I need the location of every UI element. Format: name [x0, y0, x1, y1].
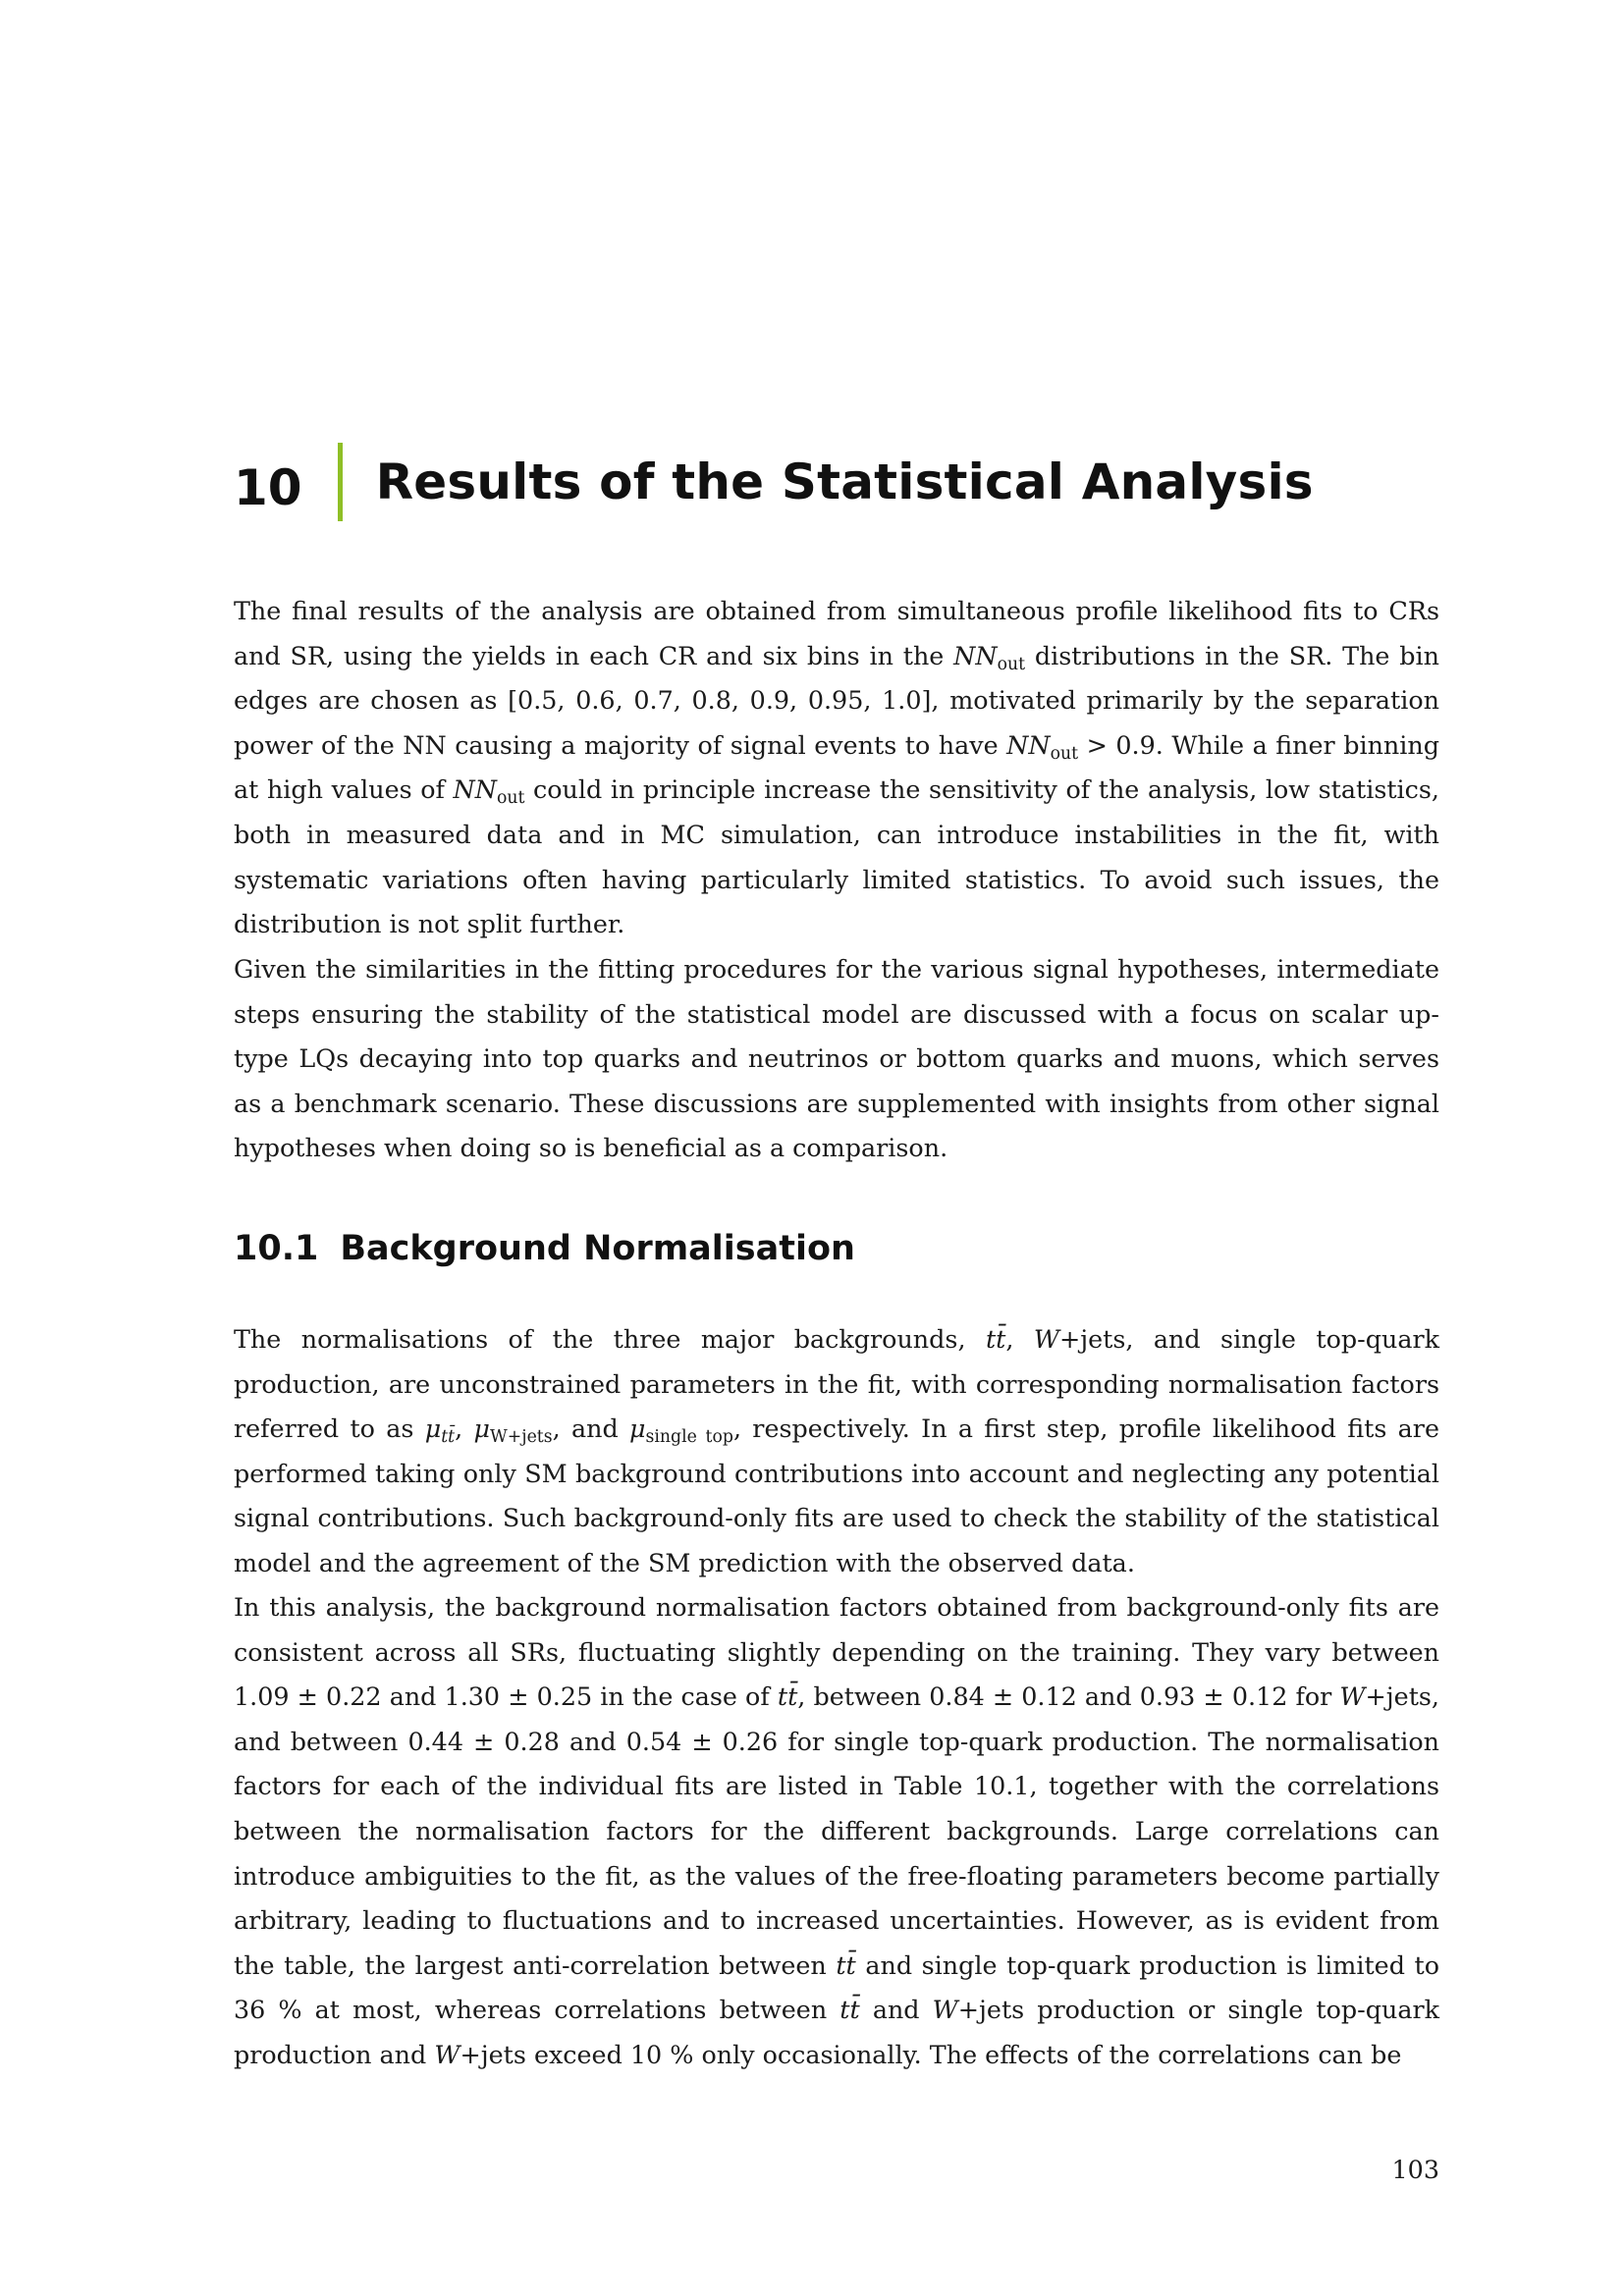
math-subscript: out [496, 788, 525, 809]
text-run: +jets production or single top-quark production and [234, 1995, 1439, 2069]
text-run: , [1005, 1324, 1034, 1354]
chapter-number: 10 [234, 459, 302, 516]
text-run: The normalisations of the three major backgrounds, [234, 1324, 986, 1354]
math-subscript: W+jets [490, 1427, 553, 1448]
text-run: The final results of the analysis are obtained from simultaneous profile likelihood fits to CRs and SR, using the yields in each CR and six bins in the [234, 596, 1439, 670]
section-title: Background Normalisation [340, 1229, 855, 1268]
math-ttbar: tt̄ [836, 1949, 856, 1980]
text-run: > 0.9. While a finer binning at high values of [234, 729, 1440, 805]
page-number: 103 [1391, 2155, 1439, 2184]
text-run: could in principle increase the sensitivity of the analysis, low statistics, both in measured data and in MC simulation, can introduce instabilities in the fit, with systematic variations often having particularly limited statistics. To avoid such issues, the distribution is not split further. [234, 774, 1439, 939]
math-mu: μ [424, 1414, 442, 1444]
document-page [234, 0, 1439, 2296]
math-w: W [434, 2039, 460, 2069]
text-run: , between 0.84 ± 0.12 and 0.93 ± 0.12 for [797, 1682, 1340, 1712]
text-run: +jets, and single top-quark production, are unconstrained parameters in the fit, with corresponding normalisation factors referred to as [234, 1324, 1439, 1444]
math-ttbar: tt̄ [777, 1682, 798, 1712]
text-run: distributions in the SR. The bin edges are chosen as [0.5, 0.6, 0.7, 0.8, 0.9, 0.95, 1.0], motivated primarily by the separation power of the NN causing a majority of signal events to have [234, 640, 1439, 760]
paragraph-intro [234, 589, 1439, 947]
math-nn: NN [1006, 729, 1051, 760]
text-run: , respectively. In a first step, profile likelihood fits are performed taking only SM background contributions into account and neglecting any potential signal contributions. Such background-only fits are used to check the stability of the statistical model and the agreement of the SM prediction with the observed data. [234, 1414, 1439, 1577]
math-subscript: tt̄ [441, 1427, 456, 1448]
math-mu: μ [473, 1414, 490, 1444]
section-heading [234, 1229, 855, 1268]
paragraph-results [234, 1585, 1439, 2078]
math-ttbar: tt̄ [985, 1324, 1006, 1354]
text-run: and [859, 1995, 933, 2025]
paragraph-benchmark: Given the similarities in the fitting procedures for the various signal hypotheses, intermediate steps ensuring the stability of the statistical model are discussed with a focus on scalar up-type LQs decaying into top quarks and neutrinos or bottom quarks and muons, which serves as a benchmark scenario. These discussions are supplemented with insights from other signal hypotheses when doing so is beneficial as a comparison. [234, 954, 1439, 1163]
chapter-accent-bar [338, 443, 343, 521]
paragraph-normalisations [234, 1317, 1439, 1586]
math-subscript: single top [645, 1427, 733, 1448]
math-nn: NN [453, 774, 497, 805]
math-w: W [1339, 1682, 1366, 1712]
math-subscript: out [997, 654, 1026, 674]
text-run: +jets, and between 0.44 ± 0.28 and 0.54 ± 0.26 for single top-quark production. The normalisation factors for each of the individual fits are listed in Table 10.1, together with the correlations between the normalisation factors for the different backgrounds. Large correlations can introduce ambiguities to the fit, as the values of the free-floating parameters become partially arbitrary, leading to fluctuations and to increased uncertainties. However, as is evident from the table, the largest anti-correlation between [234, 1682, 1439, 1980]
text-run: , and [552, 1414, 630, 1444]
text-run: , [455, 1414, 474, 1444]
text-run: In this analysis, the background normalisation factors obtained from background-only fits are consistent across all SRs, fluctuating slightly depending on the training. They vary between 1.09 ± 0.22 and 1.30 ± 0.25 in the case of [234, 1592, 1439, 1712]
math-nn: NN [953, 640, 998, 670]
section-number: 10.1 [234, 1229, 319, 1268]
math-w: W [932, 1995, 958, 2025]
chapter-heading [234, 440, 1314, 524]
math-subscript: out [1050, 743, 1079, 764]
math-mu: μ [629, 1414, 646, 1444]
math-w: W [1033, 1324, 1059, 1354]
chapter-title: Results of the Statistical Analysis [375, 454, 1314, 510]
text-run: and single top-quark production is limited to 36 % at most, whereas correlations between [234, 1949, 1440, 2025]
text-run: +jets exceed 10 % only occasionally. The effects of the correlations can be [460, 2039, 1402, 2069]
math-ttbar: tt̄ [839, 1995, 860, 2025]
